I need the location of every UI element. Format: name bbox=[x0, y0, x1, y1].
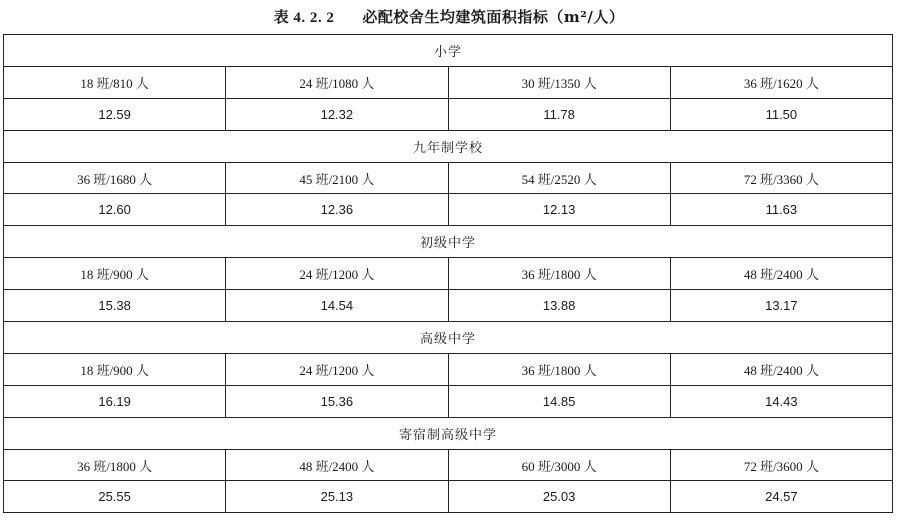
area-value-row bbox=[4, 290, 893, 322]
area-value-cell: 25.13 bbox=[226, 481, 448, 513]
area-value-cell: 11.63 bbox=[670, 194, 892, 226]
area-value-cell: 14.85 bbox=[448, 385, 670, 417]
area-value-cell: 14.54 bbox=[226, 290, 448, 322]
class-size-row bbox=[4, 66, 893, 98]
table-title bbox=[0, 6, 898, 27]
section-header-row bbox=[4, 226, 893, 258]
section-name: 初级中学 bbox=[4, 226, 893, 258]
class-size-cell: 24 班/1200 人 bbox=[226, 258, 448, 290]
section-header-row bbox=[4, 322, 893, 354]
area-value-cell: 12.59 bbox=[4, 98, 226, 130]
class-size-row bbox=[4, 258, 893, 290]
section-header-row bbox=[4, 35, 893, 67]
class-size-cell: 48 班/2400 人 bbox=[226, 449, 448, 481]
area-value-row bbox=[4, 385, 893, 417]
area-value-cell: 11.78 bbox=[448, 98, 670, 130]
class-size-cell: 30 班/1350 人 bbox=[448, 66, 670, 98]
class-size-cell: 18 班/900 人 bbox=[4, 353, 226, 385]
table-number: 表 4. 2. 2 bbox=[273, 10, 335, 26]
class-size-row bbox=[4, 449, 893, 481]
area-value-row bbox=[4, 194, 893, 226]
area-value-row bbox=[4, 481, 893, 513]
class-size-cell: 24 班/1200 人 bbox=[226, 353, 448, 385]
section-name: 寄宿制高级中学 bbox=[4, 417, 893, 449]
area-value-cell: 13.88 bbox=[448, 290, 670, 322]
class-size-cell: 48 班/2400 人 bbox=[670, 258, 892, 290]
area-value-cell: 15.38 bbox=[4, 290, 226, 322]
class-size-row bbox=[4, 162, 893, 194]
class-size-cell: 48 班/2400 人 bbox=[670, 353, 892, 385]
class-size-cell: 60 班/3000 人 bbox=[448, 449, 670, 481]
table-caption: 必配校舍生均建筑面积指标（m²/人） bbox=[362, 8, 625, 26]
area-value-cell: 14.43 bbox=[670, 385, 892, 417]
area-value-cell: 13.17 bbox=[670, 290, 892, 322]
area-value-cell: 25.03 bbox=[448, 481, 670, 513]
class-size-cell: 18 班/810 人 bbox=[4, 66, 226, 98]
area-value-cell: 12.36 bbox=[226, 194, 448, 226]
class-size-cell: 72 班/3600 人 bbox=[670, 449, 892, 481]
class-size-row bbox=[4, 353, 893, 385]
area-value-row bbox=[4, 98, 893, 130]
class-size-cell: 18 班/900 人 bbox=[4, 258, 226, 290]
area-value-cell: 25.55 bbox=[4, 481, 226, 513]
class-size-cell: 72 班/3360 人 bbox=[670, 162, 892, 194]
section-name: 小学 bbox=[4, 35, 893, 67]
class-size-cell: 36 班/1620 人 bbox=[670, 66, 892, 98]
area-value-cell: 16.19 bbox=[4, 385, 226, 417]
section-name: 高级中学 bbox=[4, 322, 893, 354]
area-index-table bbox=[3, 34, 893, 513]
class-size-cell: 36 班/1800 人 bbox=[4, 449, 226, 481]
area-value-cell: 11.50 bbox=[670, 98, 892, 130]
area-value-cell: 15.36 bbox=[226, 385, 448, 417]
class-size-cell: 45 班/2100 人 bbox=[226, 162, 448, 194]
class-size-cell: 36 班/1680 人 bbox=[4, 162, 226, 194]
class-size-cell: 36 班/1800 人 bbox=[448, 353, 670, 385]
class-size-cell: 24 班/1080 人 bbox=[226, 66, 448, 98]
area-value-cell: 12.13 bbox=[448, 194, 670, 226]
area-value-cell: 12.32 bbox=[226, 98, 448, 130]
area-value-cell: 12.60 bbox=[4, 194, 226, 226]
table-body bbox=[4, 35, 893, 513]
class-size-cell: 54 班/2520 人 bbox=[448, 162, 670, 194]
class-size-cell: 36 班/1800 人 bbox=[448, 258, 670, 290]
area-value-cell: 24.57 bbox=[670, 481, 892, 513]
section-header-row bbox=[4, 130, 893, 162]
section-header-row bbox=[4, 417, 893, 449]
section-name: 九年制学校 bbox=[4, 130, 893, 162]
